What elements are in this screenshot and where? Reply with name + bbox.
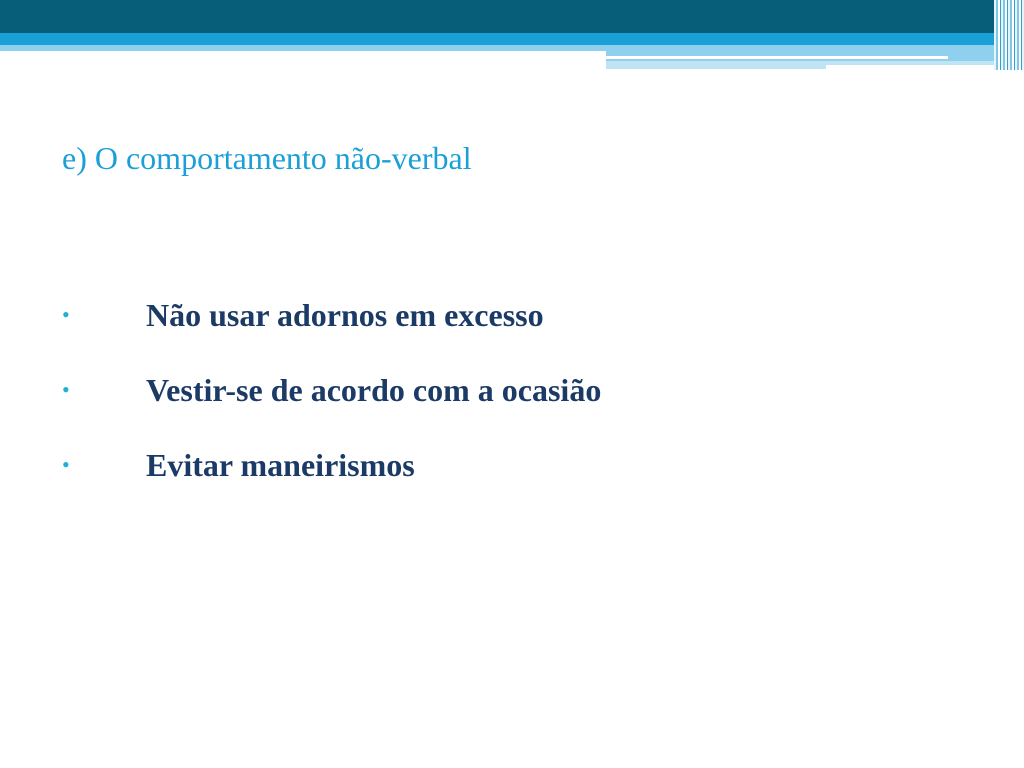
bullet-text: Não usar adornos em excesso [146, 297, 544, 333]
header-band-blue [0, 33, 1024, 45]
bullet-text: Vestir-se de acordo com a ocasião [146, 372, 602, 408]
slide-title: e) O comportamento não-verbal [62, 140, 472, 176]
bullet-icon: • [62, 302, 70, 327]
bullet-text: Evitar maneirismos [146, 447, 415, 483]
bullet-icon: • [62, 377, 70, 402]
header-band-dark [0, 0, 1024, 33]
header-stripes [994, 0, 1024, 70]
header-band-lower [606, 61, 826, 69]
header-band-light-left [0, 45, 606, 51]
header-white-line [606, 56, 948, 59]
bullet-icon: • [62, 452, 70, 477]
